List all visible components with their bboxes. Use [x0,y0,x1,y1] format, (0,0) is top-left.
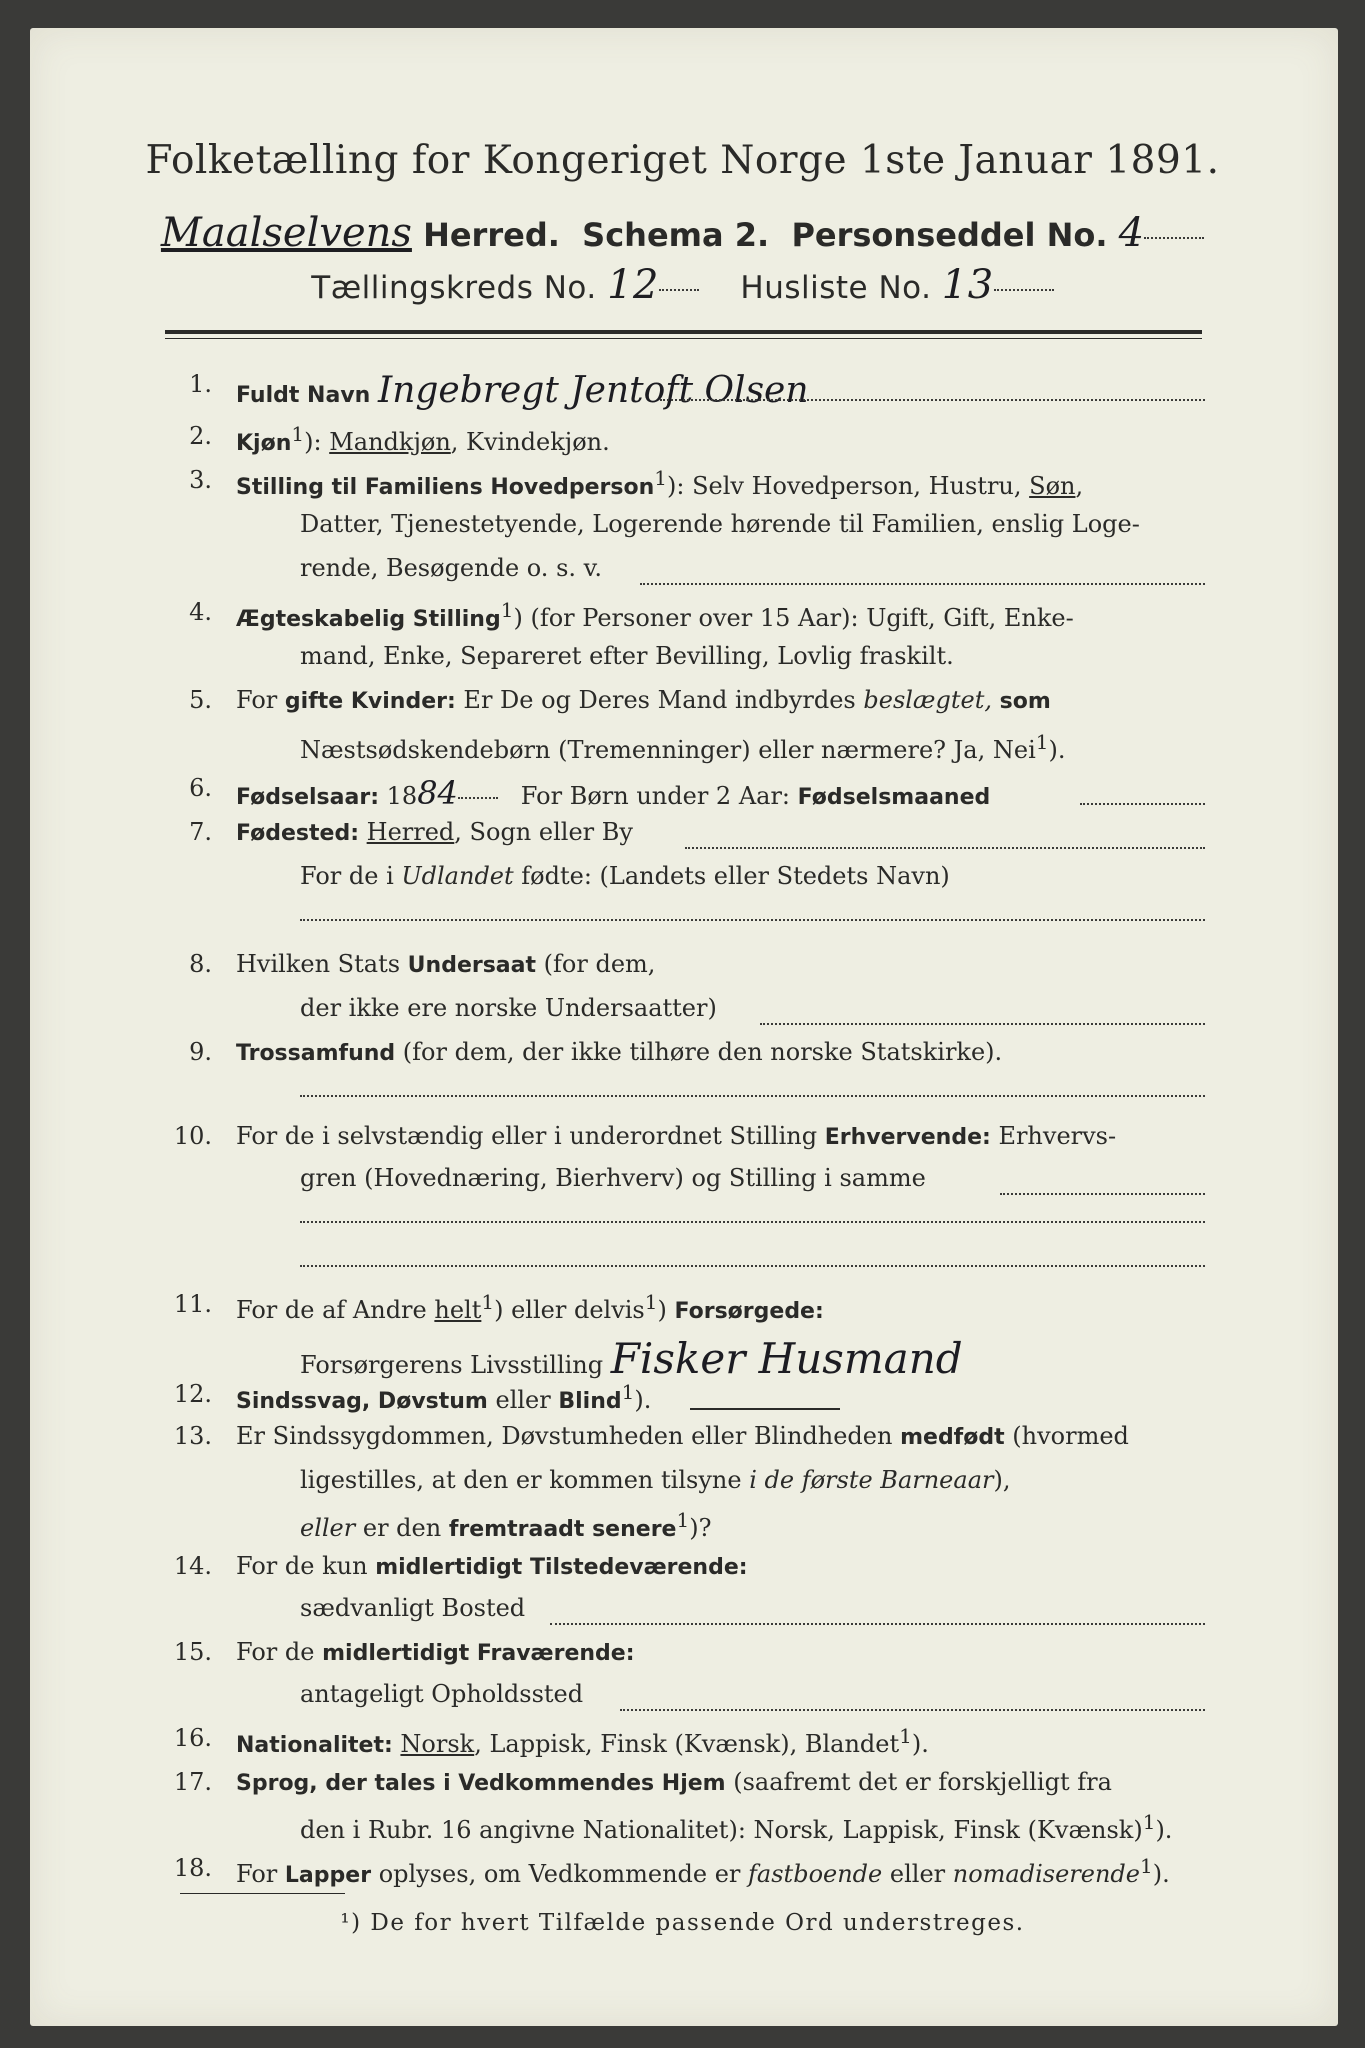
field-text: For de i [300,862,394,890]
field-text-italic: nomadiserende [952,1860,1140,1888]
field-label: Trossamfund [236,1041,396,1066]
field-text: der ikke ere norske Undersaatter) [300,994,717,1022]
field-text-italic: i de første Barneaar [749,1466,994,1494]
field-number: 4. [189,598,212,626]
field-text: , Sogn eller By [454,818,633,846]
field-label: Forsørgede: [674,1299,824,1324]
field-number: 17. [173,1768,212,1796]
year-prefix: 18 [386,782,418,810]
field-label: Fødselsaar: [236,785,379,810]
field-label: Ægteskabelig Stilling [236,607,501,632]
field-text: Datter, Tjenestetyende, Logerende hørende til Familien, enslig Loge- [300,510,1140,538]
field-number: 13. [173,1422,212,1450]
field-label: Fødested: [236,821,359,846]
field-number: 6. [189,774,212,802]
herred-name-handwritten: Maalselvens [160,210,412,256]
field-text: Hvilken Stats [236,950,401,978]
footnote-mark: 1 [291,422,305,446]
form-title: Folketælling for Kongeriget Norge 1ste Januar 1891. [145,138,1220,183]
field-label: fremtraadt senere [448,1517,677,1542]
field-text: antageligt Opholdssted [300,1680,584,1708]
field-label: Fuldt Navn [236,383,371,408]
option-selected: Mandkjøn [329,428,451,456]
field-number: 7. [189,818,212,846]
husliste-label: Husliste No. [740,270,932,306]
footnote: ¹) De for hvert Tilfælde passende Ord understreges. [340,1910,1025,1936]
field-label: Fødselsmaaned [797,785,991,810]
header-divider-thin [165,338,1202,339]
field-number: 5. [189,686,212,714]
field-label: Kjøn [236,431,292,456]
kreds-label: Tællingskreds No. [311,270,597,306]
field-text: ), [993,1466,1011,1494]
field-label: Sindssvag, Døvstum [236,1389,488,1414]
field-text: ): [304,428,322,456]
full-name-handwritten: Ingebregt Jentoft Olsen [377,370,809,411]
field-number: 12. [173,1380,212,1408]
field-label: Undersaat [407,953,537,978]
field-text: sædvanligt Bosted [300,1594,526,1622]
field-text-italic: Udlandet [401,862,514,890]
blank-line [300,1220,1205,1223]
field-text: For [236,1860,278,1888]
field-text: fødte: (Landets eller Stedets Navn) [521,862,950,890]
option-selected: Norsk [400,1730,475,1758]
header-divider [165,330,1202,334]
provider-occupation-handwritten: Fisker Husmand [610,1334,963,1383]
field-number: 1. [189,370,212,398]
field-text: som [999,689,1051,714]
field-text: Er De og Deres Mand indbyrdes [463,686,856,714]
field-number: 3. [189,466,212,494]
option-selected: Søn [1029,472,1076,500]
footnote-rule [180,1893,345,1894]
personseddel-label: Personseddel No. [791,216,1108,254]
blank-line [300,918,1205,921]
birth-year-handwritten: 84 [417,774,458,812]
field-text: ) (for Personer over 15 Aar): Ugift, Gift, Enke- [513,604,1074,632]
field-text: den i Rubr. 16 angivne Nationalitet): Norsk, Lappisk, Finsk (Kvænsk) [300,1816,1143,1844]
field-text: eller delvis [511,1296,645,1324]
option-selected: helt [434,1296,482,1324]
field-label: midlertidigt Tilstedeværende: [375,1555,748,1580]
field-label: gifte Kvinder: [284,689,456,714]
field-text: gren (Hovednæring, Bierhverv) og Stilling i samme [300,1164,926,1192]
field-text: (for dem, [543,950,656,978]
kreds-line [0,262,1365,308]
field-text: eller [495,1386,551,1414]
field-text: eller [889,1860,946,1888]
blank-line [300,1094,1205,1097]
field-text: ligestilles, at den er kommen tilsyne [300,1466,742,1494]
field-text: For de kun [236,1552,368,1580]
field-label: Nationalitet: [236,1733,393,1758]
schema-label: Schema 2. [582,216,770,254]
field-label: midlertidigt Fraværende: [322,1641,635,1666]
field-label: Stilling til Familiens Hovedperson [236,475,655,500]
field-label: Erhvervende: [824,1125,991,1150]
field-text: , Lappisk, Finsk (Kvænsk), Blandet [474,1730,900,1758]
blank-line [300,1264,1205,1267]
field-text: )? [689,1514,712,1542]
field-text: For Børn under 2 Aar: [520,782,791,810]
option-selected: Herred [366,818,455,846]
field-text: Er Sindssygdommen, Døvstumheden eller Blindheden [236,1422,893,1450]
field-text: ): Selv Hovedperson, Hustru, [666,472,1022,500]
field-text: rende, Besøgende o. s. v. [300,554,602,582]
option-text: , Kvindekjøn. [450,428,610,456]
field-number: 16. [173,1724,212,1752]
field-label: Sprog, der tales i Vedkommendes Hjem [236,1771,726,1796]
field-number: 9. [189,1038,212,1066]
husliste-number: 13 [941,262,994,308]
field-text: (saafremt det er forskjelligt fra [733,1768,1112,1796]
field-number: 10. [173,1122,212,1150]
field-number: 2. [189,422,212,450]
kreds-number: 12 [607,262,659,308]
field-number: 18. [173,1854,212,1882]
handwritten-dash [690,1408,840,1410]
field-number: 11. [173,1290,212,1318]
field-label: Blind [558,1389,622,1414]
field-label: medfødt [900,1425,1005,1450]
field-text: mand, Enke, Separeret efter Bevilling, Lovlig fraskilt. [300,642,954,670]
field-text: er den [362,1514,442,1542]
field-text: (hvormed [1012,1422,1129,1450]
field-text-italic: eller [300,1514,356,1542]
herred-line [0,210,1365,256]
field-text: For de [236,1638,315,1666]
field-label: Lapper [284,1863,372,1888]
herred-label: Herred. [423,216,560,254]
personseddel-number: 4 [1118,210,1145,256]
field-text: Forsørgerens Livsstilling [300,1351,604,1379]
field-text: For [236,686,278,714]
field-text: Erhvervs- [998,1122,1117,1150]
field-number: 15. [173,1638,212,1666]
field-text: Næstsødskendebørn (Tremenninger) eller nærmere? Ja, Nei [300,736,1036,764]
field-text: oplyses, om Vedkommende er [378,1860,741,1888]
field-text: For de af Andre [236,1296,427,1324]
field-text-italic: beslægtet, [863,686,992,714]
field-text: (for dem, der ikke tilhøre den norske Statskirke). [402,1038,1003,1066]
field-text: For de i selvstændig eller i underordnet Stilling [236,1122,818,1150]
field-text-italic: fastboende [748,1860,883,1888]
field-number: 14. [173,1552,212,1580]
field-number: 8. [189,950,212,978]
